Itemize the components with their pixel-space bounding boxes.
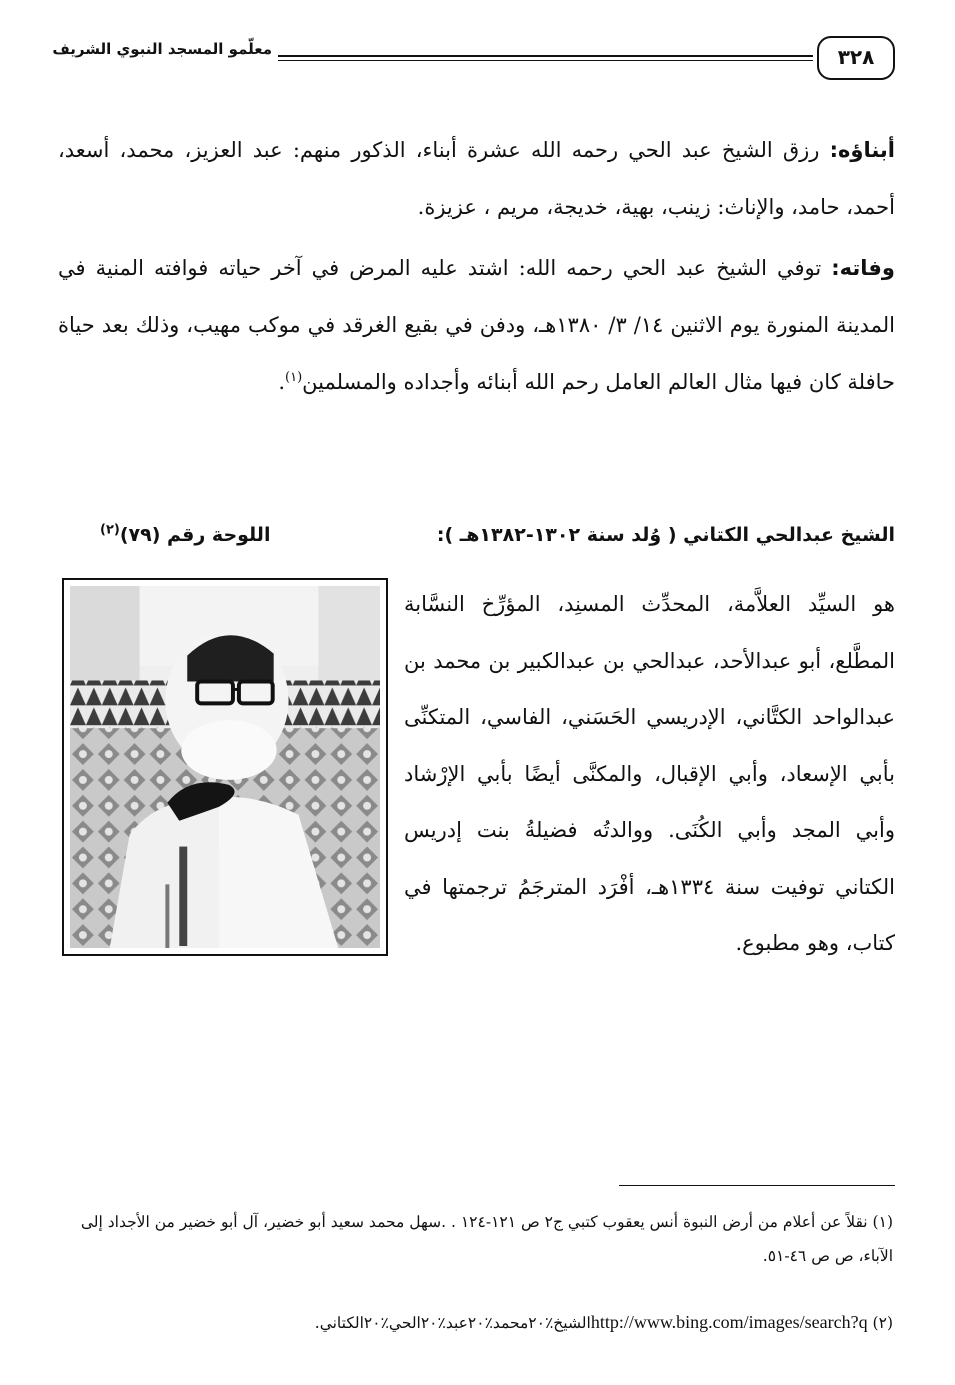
footnote-1	[70, 1205, 893, 1273]
footnote-2-link[interactable]: http://www.bing.com/images/search?q	[590, 1312, 868, 1332]
death-text: توفي الشيخ عبد الحي رحمه الله: اشتد عليه المرض في آخر حياته فوافته المنية في المدينة المنورة يوم الاثنين ١٤/ ٣/ ١٣٨٠هـ، ودفن في بقيع الغرقد في موكب مهيب، وذلك بعد حياة حافلة كان فيها مثال العالم العامل رحم الله أبنائه وأجداده والمسلمين	[58, 256, 895, 394]
footnote-2	[70, 1305, 893, 1340]
footnote-rule	[619, 1185, 895, 1186]
portrait-photo	[62, 578, 388, 956]
running-header	[52, 36, 895, 80]
plate-label: اللوحة رقم (٧٩)	[119, 524, 271, 546]
section-title: الشيخ عبدالحي الكتاني ( وُلد سنة ١٣٠٢-١٣٨٢هـ ):	[436, 524, 895, 546]
footnote-ref-1[interactable]: (١)	[285, 370, 303, 385]
footnote-2-text: الشيخ٪٢٠محمد٪٢٠عبد٪٢٠الحي٪٢٠الكتاني.	[314, 1314, 591, 1332]
portrait-image	[70, 586, 380, 948]
page-number: ٣٢٨	[817, 36, 895, 80]
children-text: رزق الشيخ عبد الحي رحمه الله عشرة أبناء، الذكور منهم: عبد العزيز، محمد، أسعد، أحمد، حامد، والإناث: زينب، بهية، خديجة، مريم ، عزيزة.	[58, 138, 895, 219]
paragraph-death	[58, 240, 895, 411]
footnote-1-text: نقلاً عن أعلام من أرض النبوة أنس يعقوب كتبي ج٢ ص ١٢١-١٢٤ . .سهل محمد سعيد أبو خضير، آل أبو خضير من الأجداد إلى الآباء، ص ص ٤٦-٥١.	[80, 1213, 893, 1265]
plate-label-wrap	[100, 524, 270, 546]
footnote-2-num: (٢)	[872, 1314, 893, 1332]
running-title: معلّمو المسجد النبوي الشريف	[52, 40, 272, 58]
children-label: أبناؤه:	[829, 138, 895, 162]
footnote-ref-2[interactable]: (٢)	[100, 522, 120, 538]
death-end: .	[278, 370, 286, 394]
footnote-1-num: (١)	[872, 1213, 893, 1231]
death-label: وفاته:	[831, 256, 895, 280]
header-rule	[278, 55, 813, 57]
paragraph-children	[58, 122, 895, 236]
section-heading	[100, 518, 895, 558]
biography-text: هو السيِّد العلاَّمة، المحدِّث المسنِد، المؤرِّخ النسَّابة المطَّلع، أبو عبدالأحد، عبدالحي بن عبدالكبير بن محمد بن عبدالواحد الكتَّاني، الإدريسي الحَسَني، الفاسي، المتكنِّى بأبي الإسعاد، وأبي الإقبال، والمكنَّى أيضًا بأبي الإرْشاد وأبي المجد وأبي الكُنَى. ووالدتُه فضيلةُ بنت إدريس الكتاني توفيت سنة ١٣٣٤هـ، أفْرَد المترجَمُ ترجمتها في كتاب، وهو مطبوع.	[404, 592, 895, 955]
